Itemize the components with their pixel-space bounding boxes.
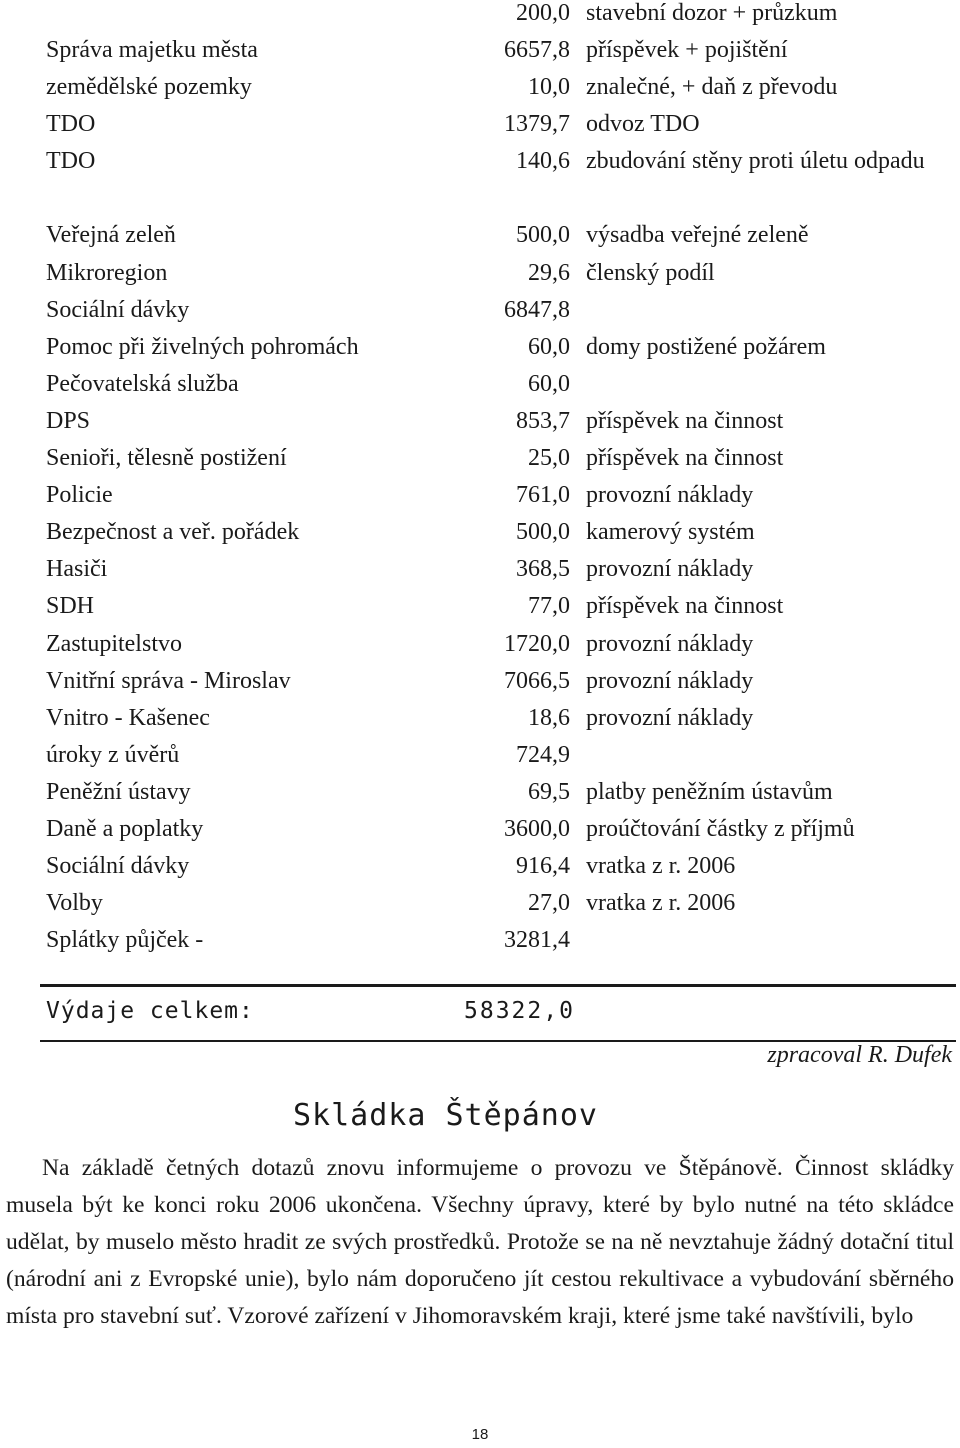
budget-note: stavební dozor + průzkum: [586, 0, 838, 26]
budget-amount: 27,0: [528, 890, 570, 917]
budget-amount: 140,6: [516, 148, 570, 175]
budget-amount: 761,0: [516, 482, 570, 509]
budget-category: Volby: [46, 890, 103, 917]
budget-row: [0, 146, 960, 220]
budget-amount: 60,0: [528, 333, 570, 360]
budget-category: SDH: [46, 593, 95, 620]
budget-category: Zastupitelstvo: [46, 630, 182, 657]
budget-category: Pomoc při živelných pohromách: [46, 333, 359, 360]
budget-row: [0, 851, 960, 888]
budget-row: [0, 369, 960, 406]
budget-category: Hasiči: [46, 556, 108, 583]
budget-category: Mikroregion: [46, 259, 168, 286]
budget-category: zemědělské pozemky: [46, 74, 252, 101]
budget-amount: 6847,8: [504, 296, 570, 323]
total-label: Výdaje celkem:: [46, 998, 254, 1024]
budget-row: [0, 258, 960, 295]
budget-category: Policie: [46, 482, 113, 509]
budget-row: [0, 109, 960, 146]
budget-row: [0, 332, 960, 369]
budget-amount: 368,5: [516, 556, 570, 583]
budget-category: Daně a poplatky: [46, 816, 204, 842]
budget-note: členský podíl: [586, 259, 715, 286]
budget-category: DPS: [46, 407, 91, 434]
budget-amount: 29,6: [528, 259, 570, 286]
budget-row: [0, 666, 960, 703]
article-body: Na základě četných dotazů znovu informujeme o provozu ve Štěpánově. Činnost skládky musela být ke konci roku 2006 ukončena. Všechny úpravy, které by bylo nutné na této skládce udělat, by muselo město hradit ze svých prostředků. Protože se na ně nevztahuje žádný dotační titul (národní ani z Evropské unie), bylo nám doporučeno jít cestou rekultivace a vybudování sběrného místa pro stavební suť. Vzorové zařízení v Jihomoravském kraji, které jsme také navštívili, bylo: [6, 1155, 954, 1329]
budget-category: Správa majetku města: [46, 37, 258, 64]
budget-note: příspěvek + pojištění: [586, 37, 788, 64]
budget-row: [0, 554, 960, 591]
budget-amount: 60,0: [528, 370, 570, 397]
budget-note: příspěvek na činnost: [586, 445, 784, 471]
budget-category: Veřejná zeleň: [46, 222, 176, 249]
author-credit: zpracoval R. Dufek: [767, 1042, 952, 1068]
budget-note: platby peněžním ústavům: [586, 778, 833, 805]
budget-row: [0, 480, 960, 517]
budget-amount: 500,0: [516, 519, 570, 546]
budget-amount: 853,7: [516, 407, 570, 434]
budget-row: [0, 0, 960, 35]
total-value: 58322,0: [464, 998, 575, 1024]
budget-note: kamerový systém: [586, 519, 755, 546]
budget-category: Senioři, tělesně postižení: [46, 445, 287, 471]
budget-amount: 10,0: [528, 74, 570, 101]
budget-row: [0, 220, 960, 257]
budget-amount: 25,0: [528, 445, 570, 471]
budget-amount: 500,0: [516, 222, 570, 249]
budget-note: proúčtování částky z příjmů: [586, 816, 855, 842]
budget-note: zbudování stěny proti úletu odpadu: [586, 148, 925, 175]
budget-amount: 1379,7: [504, 111, 570, 138]
budget-category: Bezpečnost a veř. pořádek: [46, 519, 300, 546]
budget-row: [0, 925, 960, 962]
budget-note: provozní náklady: [586, 630, 754, 657]
budget-amount: 69,5: [528, 778, 570, 805]
budget-note: příspěvek na činnost: [586, 407, 784, 434]
budget-category: Pečovatelská služba: [46, 370, 239, 397]
budget-note: provozní náklady: [586, 482, 754, 509]
budget-row: [0, 814, 960, 851]
budget-category: Vnitro - Kašenec: [46, 704, 210, 731]
budget-amount: 724,9: [516, 741, 570, 768]
budget-row: [0, 406, 960, 443]
budget-row: [0, 703, 960, 740]
budget-category: Splátky půjček -: [46, 927, 204, 954]
budget-category: Sociální dávky: [46, 296, 190, 323]
budget-note: provozní náklady: [586, 556, 754, 583]
budget-amount: 77,0: [528, 593, 570, 620]
budget-row: [0, 591, 960, 628]
budget-row: [0, 295, 960, 332]
budget-note: vratka z r. 2006: [586, 890, 736, 917]
budget-row: [0, 740, 960, 777]
budget-note: provozní náklady: [586, 704, 754, 731]
budget-row: [0, 443, 960, 480]
budget-row: [0, 777, 960, 814]
budget-row: [0, 888, 960, 925]
budget-category: Vnitřní správa - Miroslav: [46, 667, 291, 694]
budget-category: TDO: [46, 148, 96, 175]
budget-note: příspěvek na činnost: [586, 593, 784, 620]
budget-row: [0, 517, 960, 554]
budget-amount: 3281,4: [504, 927, 570, 954]
budget-category: Peněžní ústavy: [46, 778, 191, 805]
budget-row: [0, 72, 960, 109]
budget-category: úroky z úvěrů: [46, 741, 180, 768]
budget-row: [0, 629, 960, 666]
total-rule-top: [40, 984, 956, 987]
budget-amount: 916,4: [516, 853, 570, 880]
budget-row: [0, 35, 960, 72]
article-heading: Skládka Štěpánov: [293, 1098, 598, 1133]
budget-note: domy postižené požárem: [586, 333, 826, 360]
budget-amount: 7066,5: [504, 667, 570, 694]
budget-amount: 1720,0: [504, 630, 570, 657]
page-number: 18: [471, 1426, 489, 1443]
budget-note: výsadba veřejné zeleně: [586, 222, 809, 249]
budget-amount: 18,6: [528, 704, 570, 731]
budget-category: TDO: [46, 111, 96, 138]
budget-note: odvoz TDO: [586, 111, 700, 138]
budget-amount: 6657,8: [504, 37, 570, 64]
budget-note: vratka z r. 2006: [586, 853, 736, 880]
budget-amount: 3600,0: [504, 816, 570, 842]
budget-note: provozní náklady: [586, 667, 754, 694]
budget-category: Sociální dávky: [46, 853, 190, 880]
budget-note: znalečné, + daň z převodu: [586, 74, 838, 101]
budget-amount: 200,0: [516, 0, 570, 26]
